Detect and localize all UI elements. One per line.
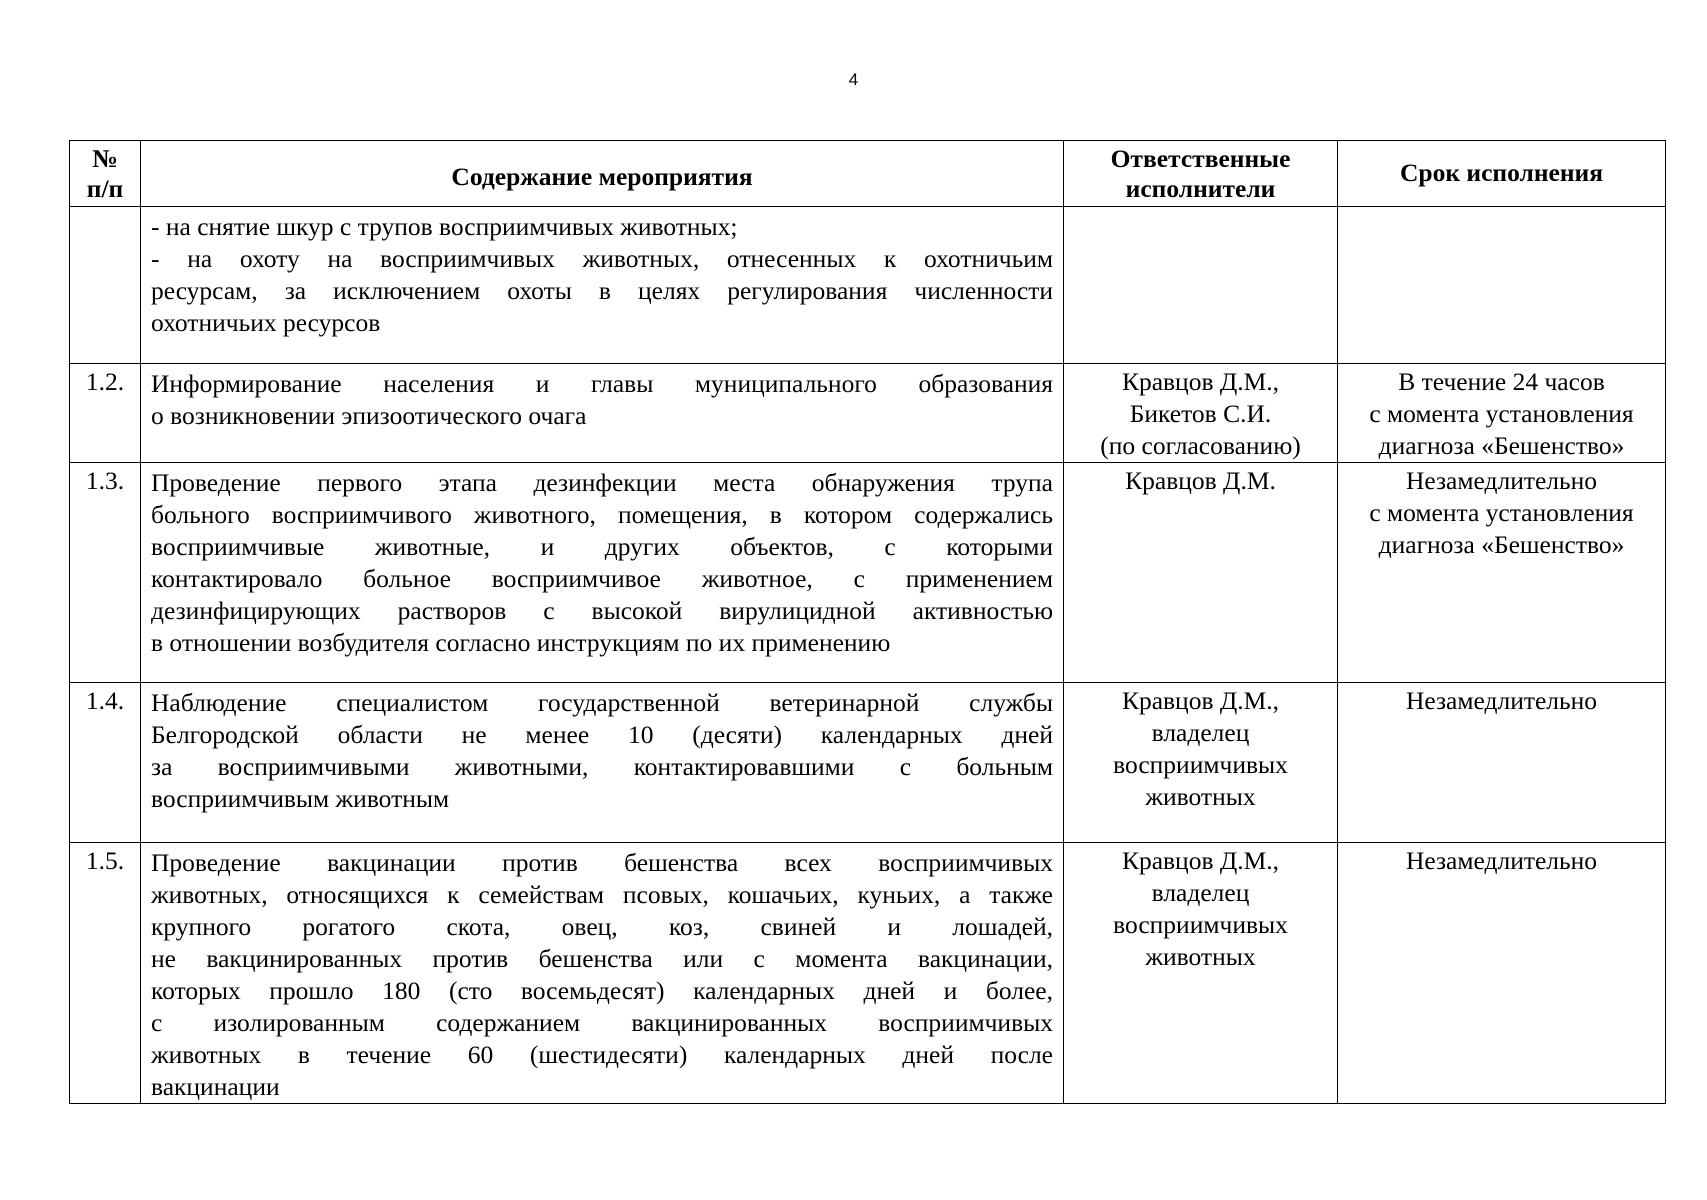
content-line: больного восприимчивого животного, помещения, в котором содержались xyxy=(151,500,1053,529)
responsible-line: восприимчивых xyxy=(1113,910,1288,939)
content-line: восприимчивым животным xyxy=(151,784,450,813)
content-line: охотничьих ресурсов xyxy=(151,308,381,337)
row-num xyxy=(70,207,141,364)
term-line: с момента установления xyxy=(1369,399,1634,428)
responsible-line: животных xyxy=(1145,782,1256,811)
content-line: о возникновении эпизоотического очага xyxy=(151,401,587,430)
term-line: Незамедлительно xyxy=(1405,846,1598,875)
row-term xyxy=(1338,207,1666,364)
responsible-line: Кравцов Д.М., xyxy=(1121,846,1280,875)
content-line: которых прошло 180 (сто восемьдесят) календарных дней и более, xyxy=(151,976,1053,1005)
content-line: животных в течение 60 (шестидесяти) календарных дней после xyxy=(151,1040,1053,1069)
term-line: с момента установления xyxy=(1369,498,1634,527)
page-number: 4 xyxy=(848,70,859,89)
measures-table xyxy=(69,140,1666,1104)
row-responsible xyxy=(1064,364,1338,463)
header-term-label: Срок исполнения xyxy=(1399,157,1604,187)
term-line: диагноза «Бешенство» xyxy=(1378,431,1625,460)
row-content xyxy=(141,683,1064,843)
responsible-line: животных xyxy=(1145,942,1256,971)
row-content xyxy=(141,843,1064,1104)
row-term xyxy=(1338,463,1666,683)
row-term xyxy=(1338,843,1666,1104)
content-line: вакцинации xyxy=(151,1072,280,1101)
table-row xyxy=(70,843,1666,1104)
content-line: Наблюдение специалистом государственной ветеринарной службы xyxy=(151,688,1053,717)
table-body xyxy=(70,207,1666,1104)
content-line: Проведение первого этапа дезинфекции места обнаружения трупа xyxy=(151,468,1053,497)
responsible-line: владелец xyxy=(1151,718,1250,747)
term-line: Незамедлительно xyxy=(1405,466,1598,495)
header-content-label: Содержание мероприятия xyxy=(451,161,753,191)
content-line: контактировало больное восприимчивое животное, с применением xyxy=(151,564,1053,593)
row-term xyxy=(1338,683,1666,843)
row-num: 1.5. xyxy=(70,843,141,1104)
term-line: В течение 24 часов xyxy=(1398,367,1605,396)
table-row xyxy=(70,683,1666,843)
content-line: Информирование населения и главы муниципального образования xyxy=(151,369,1053,398)
row-num: 1.4. xyxy=(70,683,141,843)
content-line: крупного рогатого скота, овец, коз, свиней и лошадей, xyxy=(151,912,1053,941)
content-line: за восприимчивыми животными, контактировавшими с больным xyxy=(151,752,1053,781)
responsible-line: восприимчивых xyxy=(1113,750,1288,779)
row-num: 1.2. xyxy=(70,364,141,463)
header-responsible xyxy=(1064,141,1338,207)
header-term xyxy=(1338,141,1666,207)
header-num-line: № xyxy=(92,143,118,173)
content-line: - на снятие шкур с трупов восприимчивых животных; xyxy=(151,212,738,241)
responsible-line: Кравцов Д.М. xyxy=(1125,466,1276,495)
content-line: не вакцинированных против бешенства или с момента вакцинации, xyxy=(151,944,1053,973)
header-responsible-line: Ответственные xyxy=(1110,143,1291,173)
content-line: Белгородской области не менее 10 (десяти) календарных дней xyxy=(151,720,1053,749)
content-line: с изолированным содержанием вакцинированных восприимчивых xyxy=(151,1008,1053,1037)
row-content xyxy=(141,364,1064,463)
row-responsible xyxy=(1064,843,1338,1104)
content-line: в отношении возбудителя согласно инструкциям по их применению xyxy=(151,628,891,657)
content-line: дезинфицирующих растворов с высокой вирулицидной активностью xyxy=(151,596,1053,625)
table-row xyxy=(70,463,1666,683)
row-responsible xyxy=(1064,207,1338,364)
table-header-row xyxy=(70,141,1666,207)
table-row xyxy=(70,364,1666,463)
table-row xyxy=(70,207,1666,364)
row-num: 1.3. xyxy=(70,463,141,683)
term-line: Незамедлительно xyxy=(1405,686,1598,715)
header-num xyxy=(70,141,141,207)
content-line: животных, относящихся к семействам псовых, кошачьих, куньих, а также xyxy=(151,880,1053,909)
row-responsible xyxy=(1064,463,1338,683)
content-line: восприимчивые животные, и других объектов, с которыми xyxy=(151,532,1053,561)
term-line: диагноза «Бешенство» xyxy=(1378,530,1625,559)
header-responsible-line: исполнители xyxy=(1125,173,1276,203)
header-content xyxy=(141,141,1064,207)
responsible-line: Бикетов С.И. xyxy=(1129,399,1272,428)
responsible-line: (по согласованию) xyxy=(1100,431,1301,460)
header-num-line: п/п xyxy=(86,173,124,203)
row-content xyxy=(141,207,1064,364)
row-responsible xyxy=(1064,683,1338,843)
content-line: - на охоту на восприимчивых животных, отнесенных к охотничьим xyxy=(151,244,1053,273)
row-term xyxy=(1338,364,1666,463)
responsible-line: Кравцов Д.М., xyxy=(1121,367,1280,396)
responsible-line: владелец xyxy=(1151,878,1250,907)
row-content xyxy=(141,463,1064,683)
content-line: Проведение вакцинации против бешенства всех восприимчивых xyxy=(151,848,1053,877)
content-line: ресурсам, за исключением охоты в целях регулирования численности xyxy=(151,276,1053,305)
responsible-line: Кравцов Д.М., xyxy=(1121,686,1280,715)
